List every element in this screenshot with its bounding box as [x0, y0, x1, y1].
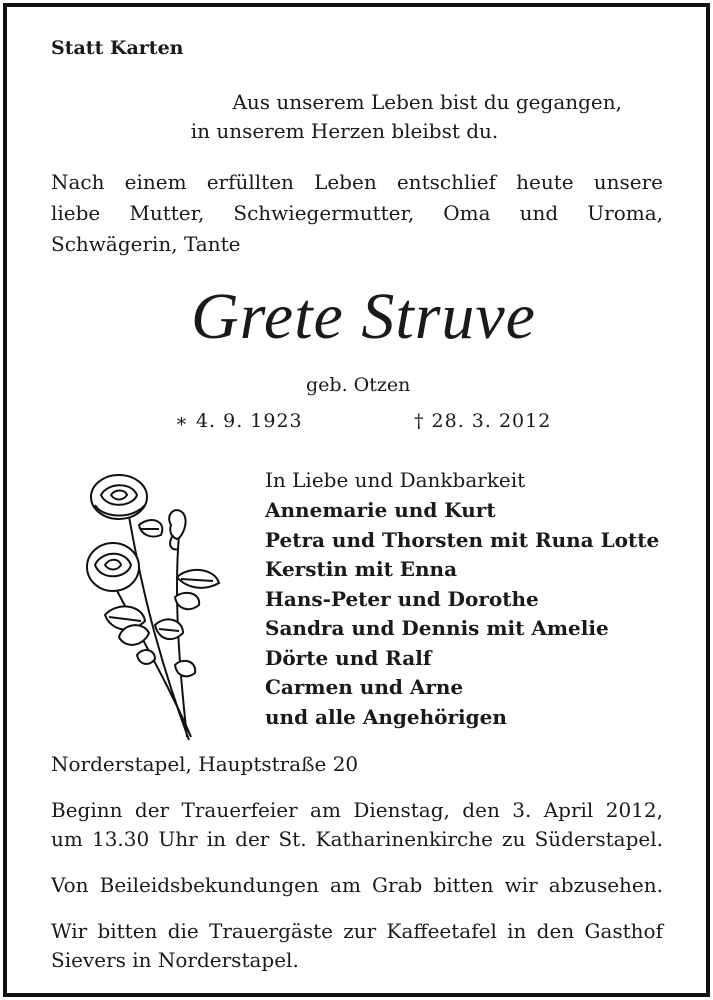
mourner-4: Hans-Peter und Dorothe: [265, 587, 539, 611]
intro-line-1: Nach einem erfüllten Leben entschlief heute unsere: [51, 170, 663, 194]
service-line-2: um 13.30 Uhr in der St. Katharinenkirche zu Süderstapel.: [51, 827, 663, 851]
intro-line-2: liebe Mutter, Schwiegermutter, Oma und Uroma,: [51, 201, 663, 225]
intro-line-3: Schwägerin, Tante: [51, 232, 241, 256]
mourner-3: Kerstin mit Enna: [265, 557, 458, 581]
intro-text: [51, 167, 663, 260]
service-info-2: [51, 827, 663, 851]
birth-name: geb. Otzen: [306, 374, 411, 396]
motto-line-2: in unserem Herzen bleibst du.: [190, 119, 499, 143]
deceased-name: Grete Struve: [191, 280, 536, 353]
birth-date: ∗ 4. 9. 1923: [175, 410, 303, 432]
mourner-7: Carmen und Arne: [265, 675, 464, 699]
reception-info: [51, 919, 663, 943]
mourner-2: Petra und Thorsten mit Runa Lotte: [265, 528, 660, 552]
condolence-note: [51, 873, 663, 897]
service-info: [51, 798, 663, 822]
mourner-5: Sandra und Dennis mit Amelie: [265, 616, 609, 640]
mourner-8: und alle Angehörigen: [265, 705, 507, 729]
reception-line-2: Sievers in Norderstapel.: [51, 948, 299, 972]
mourner-1: Annemarie und Kurt: [265, 498, 496, 522]
rose-icon: [79, 465, 229, 745]
address: Norderstapel, Hauptstraße 20: [51, 752, 359, 776]
obituary-notice: [3, 3, 710, 997]
death-date: † 28. 3. 2012: [414, 410, 552, 432]
reception-line-1: Wir bitten die Trauergäste zur Kaffeetafel in den Gasthof: [51, 919, 663, 943]
header-label: Statt Karten: [51, 37, 184, 59]
mourners-intro: In Liebe und Dankbarkeit: [265, 468, 526, 492]
condolence-line: Von Beileidsbekundungen am Grab bitten wir abzusehen.: [51, 873, 663, 897]
motto-line-1: Aus unserem Leben bist du gegangen,: [232, 90, 622, 114]
mourner-6: Dörte und Ralf: [265, 646, 432, 670]
service-line-1: Beginn der Trauerfeier am Dienstag, den 3. April 2012,: [51, 798, 663, 822]
